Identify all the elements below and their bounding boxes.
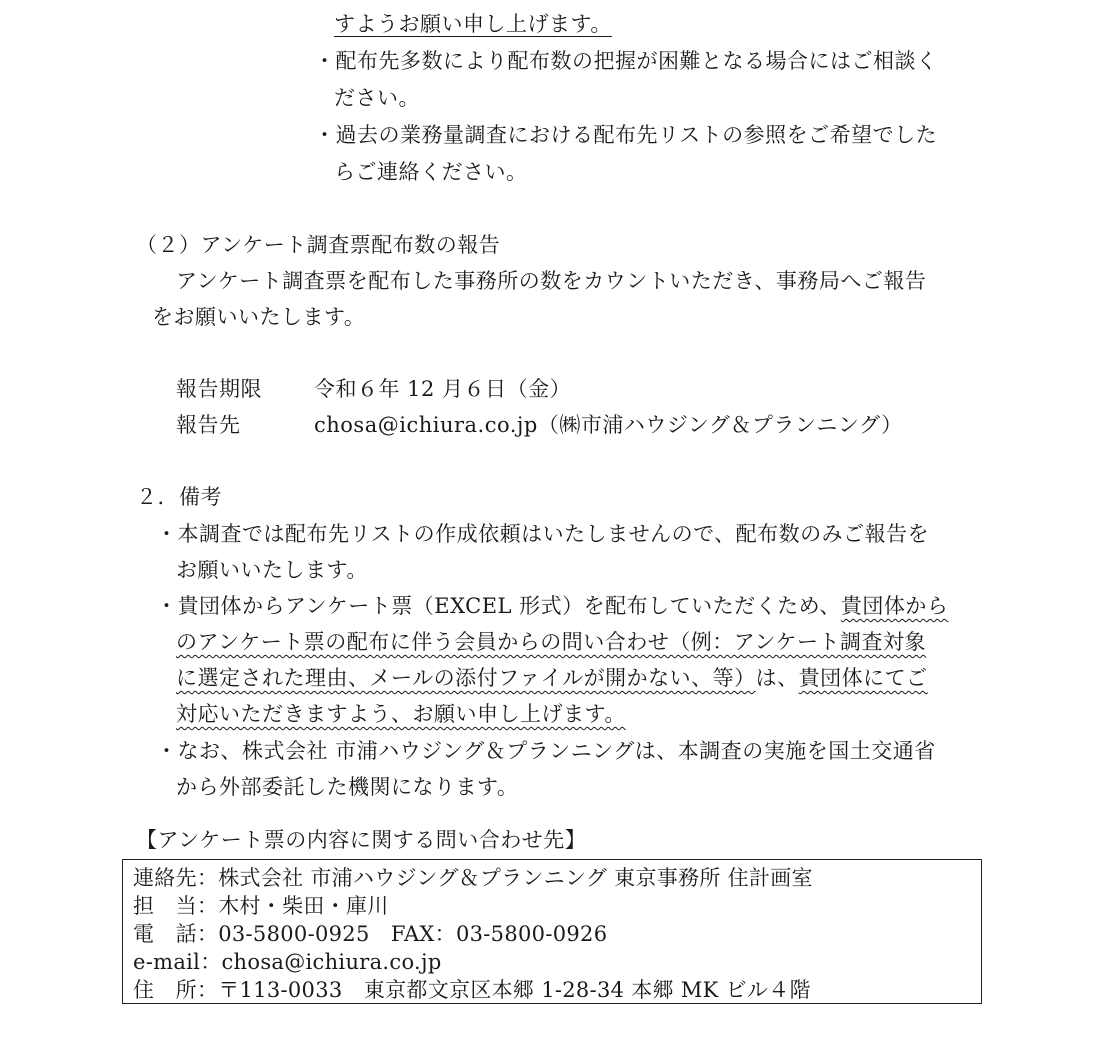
note-2-line-4: 対応いただきますよう、お願い申し上げます。 [176, 702, 626, 726]
note-2-line-2: のアンケート票の配布に伴う会員からの問い合わせ（例：アンケート調査対象 [176, 630, 926, 654]
note-1-line-1: ・本調査では配布先リストの作成依頼はいたしませんので、配布数のみご報告を [156, 522, 930, 546]
note-2-line-3-plain: は、 [755, 666, 799, 690]
contact-row-email [133, 949, 442, 975]
subsection-2-body-line-1: アンケート調査票を配布した事務所の数をカウントいただき、事務局へご報告 [176, 269, 927, 293]
contact-value: 〒113-0033 東京都文京区本郷 1-28-34 本郷 MK ビル４階 [218, 978, 811, 1002]
recipient-value: chosa@ichiura.co.jp（㈱市浦ハウジング＆プランニング） [314, 413, 903, 437]
note-2-line-1 [156, 592, 948, 620]
intro-continuation-line: すようお願い申し上げます。 [334, 12, 612, 36]
subsection-2-body-line-2: をお願いいたします。 [152, 305, 366, 329]
contact-value: chosa@ichiura.co.jp [221, 950, 442, 974]
contact-value: 株式会社 市浦ハウジング＆プランニング 東京事務所 住計画室 [218, 866, 813, 890]
note-2-line-3 [176, 664, 928, 692]
contact-value: 03-5800-0925 FAX：03-5800-0926 [218, 922, 608, 946]
note-3-line-2: から外部委託した機関になります。 [176, 775, 519, 799]
contact-row-staff [133, 893, 389, 919]
contact-heading: 【アンケート票の内容に関する問い合わせ先】 [136, 828, 587, 852]
contact-box [122, 859, 982, 1004]
note-2-line-3-wavy-b: 貴団体にてご [798, 666, 928, 690]
bullet-consult-line-1: ・配布先多数により配布数の把握が困難となる場合にはご相談く [314, 49, 938, 73]
contact-value: 木村・柴田・庫川 [218, 894, 389, 918]
contact-label: e-mail： [133, 950, 222, 974]
bullet-consult-line-2: ださい。 [334, 86, 420, 110]
contact-row-organization [133, 865, 813, 891]
contact-label: 連絡先： [133, 866, 219, 890]
section-2-heading: ２．備考 [136, 485, 222, 509]
note-1-line-2: お願いいたします。 [176, 558, 368, 582]
contact-label: 担 当： [133, 894, 219, 918]
contact-label: 電 話： [133, 922, 219, 946]
recipient-label: 報告先 [176, 413, 241, 437]
bullet-past-list-line-2: らご連絡ください。 [334, 160, 528, 184]
bullet-past-list-line-1: ・過去の業務量調査における配布先リストの参照をご希望でした [314, 123, 938, 147]
note-2-line-1-wavy: 貴団体から [840, 594, 949, 618]
contact-row-address [133, 977, 811, 1003]
note-3-line-1: ・なお、株式会社 市浦ハウジング＆プランニングは、本調査の実施を国土交通省 [156, 739, 936, 763]
subsection-2-heading: （２）アンケート調査票配布数の報告 [136, 233, 501, 257]
deadline-value: 令和６年 12 月６日（金） [314, 377, 572, 401]
deadline-label: 報告期限 [176, 377, 262, 401]
contact-label: 住 所： [133, 978, 219, 1002]
note-2-line-3-wavy-a: に選定された理由、メールの添付ファイルが開かない、等） [176, 666, 756, 690]
note-2-line-1-plain: ・貴団体からアンケート票（EXCEL 形式）を配布していただくため、 [156, 594, 841, 618]
contact-row-phone [133, 921, 607, 947]
